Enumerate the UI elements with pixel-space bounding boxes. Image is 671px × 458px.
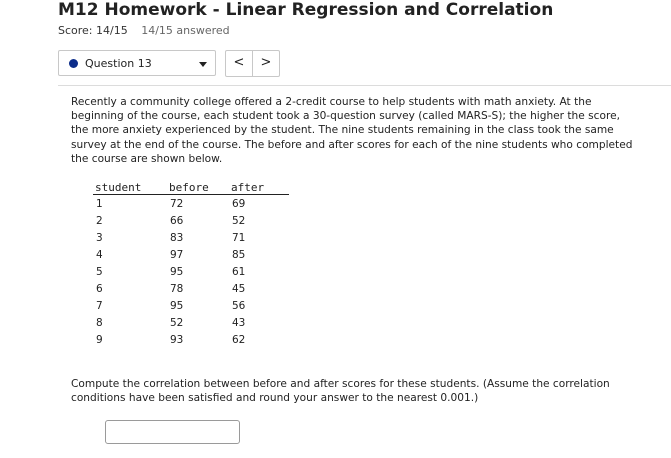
table-row [93,331,289,348]
after-cell: 43 [232,316,246,329]
student-cell: 6 [96,282,103,295]
student-cell: 1 [96,197,103,210]
question-select-label: Question 13 [85,57,152,70]
after-cell: 69 [232,197,246,210]
table-row [93,229,289,246]
student-cell: 9 [96,333,103,346]
student-cell: 5 [96,265,103,278]
before-cell: 95 [170,299,184,312]
table-row [93,263,289,280]
column-header-student: student [93,180,167,195]
table-row [93,212,289,229]
score-text: Score: 14/15 [58,24,128,37]
answered-count: 14/15 answered [141,24,230,37]
question-text: Compute the correlation between before and after scores for these students. (Assume the correlation conditions have been satisfied and round your answer to the nearest 0.001.) [71,378,610,405]
before-cell: 83 [170,231,184,244]
before-cell: 78 [170,282,184,295]
previous-question-button[interactable]: < [225,50,253,77]
divider [58,85,671,86]
score-line [58,24,230,37]
table-header-row [93,180,289,195]
student-cell: 4 [96,248,103,261]
after-cell: 56 [232,299,246,312]
caret-down-icon [199,62,207,67]
before-cell: 93 [170,333,184,346]
before-cell: 72 [170,197,184,210]
table-row [93,280,289,297]
next-question-button[interactable]: > [252,50,280,77]
student-cell: 3 [96,231,103,244]
student-cell: 2 [96,214,103,227]
before-cell: 66 [170,214,184,227]
after-cell: 62 [232,333,246,346]
table-row [93,314,289,331]
table-row [93,246,289,263]
scores-table [93,180,289,348]
answer-input[interactable] [105,420,240,444]
before-cell: 97 [170,248,184,261]
page-title: M12 Homework - Linear Regression and Correlation [58,0,554,20]
after-cell: 61 [232,265,246,278]
before-cell: 52 [170,316,184,329]
after-cell: 45 [232,282,246,295]
after-cell: 52 [232,214,246,227]
problem-text: Recently a community college offered a 2-credit course to help students with math anxiety. At the beginning of the course, each student took a 30-question survey (called MARS-S); the higher the score, the more anxiety experienced by the student. The nine students remaining in the class took the same survey at the end of the course. The before and after scores for each of the nine students who completed the course are shown below. [71,96,633,165]
table-row [93,195,289,213]
student-cell: 8 [96,316,103,329]
before-cell: 95 [170,265,184,278]
column-header-after: after [229,180,289,195]
table-row [93,297,289,314]
question-status-dot-icon [69,59,78,68]
column-header-before: before [167,180,229,195]
after-cell: 85 [232,248,246,261]
question-select-dropdown[interactable] [58,50,216,76]
student-cell: 7 [96,299,103,312]
after-cell: 71 [232,231,246,244]
